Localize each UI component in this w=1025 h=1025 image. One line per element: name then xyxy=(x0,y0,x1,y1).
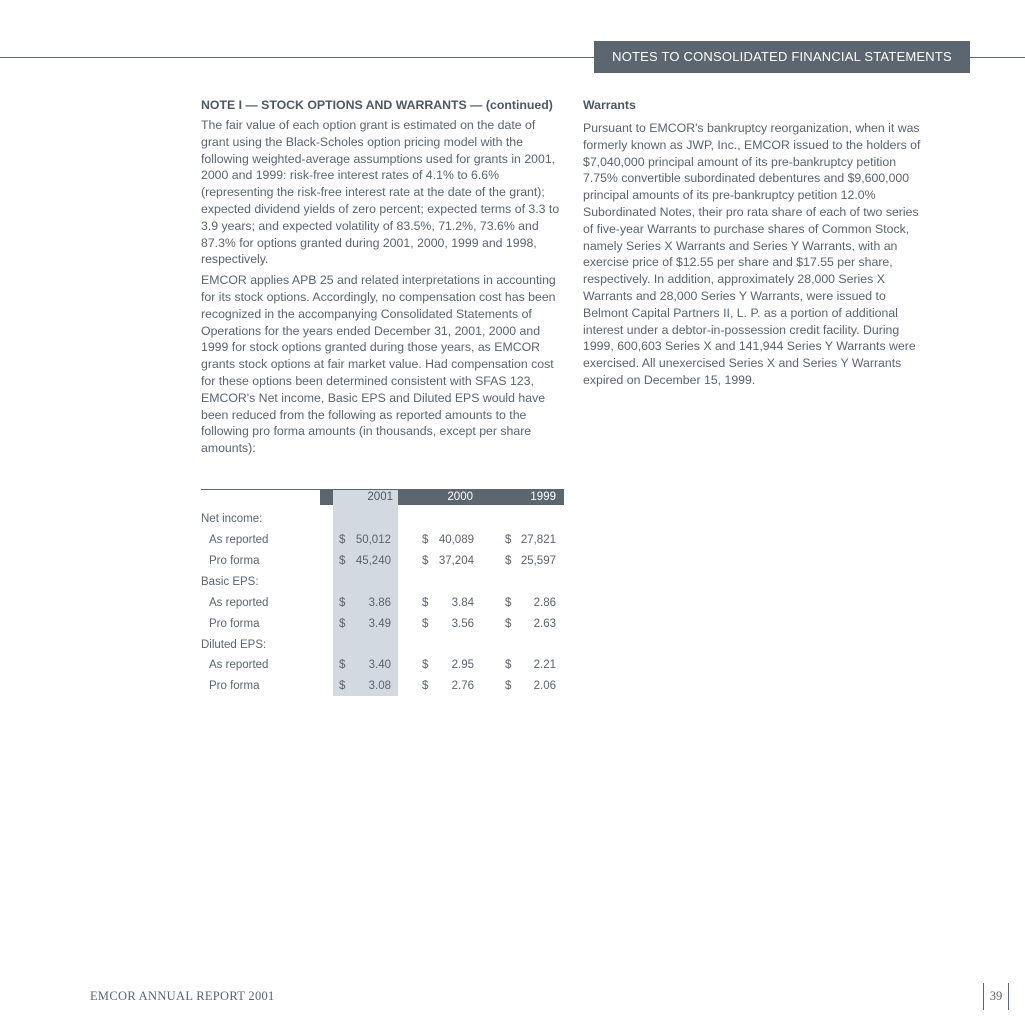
currency-symbol: $ xyxy=(422,555,429,567)
table-row xyxy=(201,657,564,673)
table-row xyxy=(201,511,564,527)
currency-symbol: $ xyxy=(339,534,346,546)
cell-value: 45,240 xyxy=(355,555,391,567)
cell-value: 40,089 xyxy=(438,534,474,546)
table-row xyxy=(201,553,564,569)
row-label: Diluted EPS: xyxy=(201,639,267,651)
currency-symbol: $ xyxy=(422,534,429,546)
cell-value: 3.08 xyxy=(368,680,391,692)
currency-symbol: $ xyxy=(339,597,346,609)
currency-symbol: $ xyxy=(505,597,512,609)
report-name: EMCOR ANNUAL REPORT 2001 xyxy=(90,989,275,1003)
row-label: Pro forma xyxy=(209,555,260,567)
currency-symbol: $ xyxy=(339,659,346,671)
paragraph: The fair value of each option grant is estimated on the date of grant using the Black-Scholes option pricing model with the following weighted-average assumptions used for grants in 2001, 2000 and 1999: risk-free interest rates of 4.1% to 6.6% (representing the risk-free interest rate at the date of the grant); expected dividend yields of zero percent; expected terms of 3.3 to 3.9 years; and expected volatility of 83.5%, 71.2%, 73.6% and 87.3% for options granted during 2001, 2000, 1999 and 1998, respectively. xyxy=(201,118,560,267)
column-header-2000: 2000 xyxy=(447,491,473,503)
cell-value: 50,012 xyxy=(355,534,391,546)
row-label: Pro forma xyxy=(209,618,260,630)
cell-value: 37,204 xyxy=(438,555,474,567)
table-row xyxy=(201,637,564,653)
paragraph: Pursuant to EMCOR's bankruptcy reorganization, when it was formerly known as JWP, Inc., EMCOR issued to the holders of $7,040,000 principal amount of its pre-bankruptcy petition 7.75% convertible subordinated debentures and $9,600,000 principal amounts of its pre-bankruptcy petition 12.0% Subordinated Notes, their pro rata share of each of two series of five-year Warrants to purchase shares of Common Stock, namely Series X Warrants and Series Y Warrants, with an exercise price of $12.55 per share and $17.55 per share, respectively. In addition, approximately 28,000 Series X Warrants and 28,000 Series Y Warrants, were issued to Belmont Capital Partners II, L. P. as a portion of additional interest under a debtor-in-possession credit facility. During 1999, 600,603 Series X and 141,944 Series Y Warrants were exercised. All unexercised Series X and Series Y Warrants expired on December 15, 1999. xyxy=(583,121,921,387)
section-title-banner xyxy=(594,41,970,73)
cell-value: 2.95 xyxy=(451,659,474,671)
currency-symbol: $ xyxy=(339,555,346,567)
table-row xyxy=(201,574,564,590)
row-label: Pro forma xyxy=(209,680,260,692)
cell-value: 27,821 xyxy=(520,534,556,546)
section-title: NOTES TO CONSOLIDATED FINANCIAL STATEMENTS xyxy=(612,49,952,64)
row-label: As reported xyxy=(209,597,269,609)
column-header-2001: 2001 xyxy=(367,491,393,503)
right-column xyxy=(583,97,931,393)
currency-symbol: $ xyxy=(422,618,429,630)
pro-forma-table xyxy=(201,489,564,696)
page-number: 39 xyxy=(983,983,1009,1010)
cell-value: 2.06 xyxy=(533,680,556,692)
left-column xyxy=(201,97,566,461)
cell-value: 2.76 xyxy=(451,680,474,692)
table-row xyxy=(201,616,564,632)
cell-value: 3.40 xyxy=(368,659,391,671)
paragraph: EMCOR applies APB 25 and related interpretations in accounting for its stock options. Accordingly, no compensation cost has been recognized in the accompanying Consolidated Statements of Operations for the years ended December 31, 2001, 2000 and 1999 for stock options granted during those years, as EMCOR grants stock options at fair market value. Had compensation cost for these options been determined consistent with SFAS 123, EMCOR's Net income, Basic EPS and Diluted EPS would have been reduced from the following as reported amounts to the following pro forma amounts (in thousands, except per share amounts): xyxy=(201,273,556,456)
currency-symbol: $ xyxy=(339,680,346,692)
cell-value: 2.86 xyxy=(533,597,556,609)
currency-symbol: $ xyxy=(339,618,346,630)
warrants-heading: Warrants xyxy=(583,98,636,112)
note-heading: NOTE I — STOCK OPTIONS AND WARRANTS — (continued) xyxy=(201,98,553,112)
currency-symbol: $ xyxy=(505,680,512,692)
row-label: Net income: xyxy=(201,513,263,525)
cell-value: 3.84 xyxy=(451,597,474,609)
row-label: Basic EPS: xyxy=(201,576,259,588)
table-row xyxy=(201,595,564,611)
currency-symbol: $ xyxy=(422,597,429,609)
table-row xyxy=(201,532,564,548)
cell-value: 3.56 xyxy=(451,618,474,630)
cell-value: 2.63 xyxy=(533,618,556,630)
currency-symbol: $ xyxy=(422,659,429,671)
currency-symbol: $ xyxy=(505,618,512,630)
row-label: As reported xyxy=(209,534,269,546)
currency-symbol: $ xyxy=(505,659,512,671)
currency-symbol: $ xyxy=(422,680,429,692)
row-label: As reported xyxy=(209,659,269,671)
cell-value: 25,597 xyxy=(520,555,556,567)
cell-value: 3.86 xyxy=(368,597,391,609)
table-row xyxy=(201,678,564,694)
cell-value: 3.49 xyxy=(368,618,391,630)
currency-symbol: $ xyxy=(505,555,512,567)
cell-value: 2.21 xyxy=(533,659,556,671)
currency-symbol: $ xyxy=(505,534,512,546)
column-header-1999: 1999 xyxy=(530,491,556,503)
